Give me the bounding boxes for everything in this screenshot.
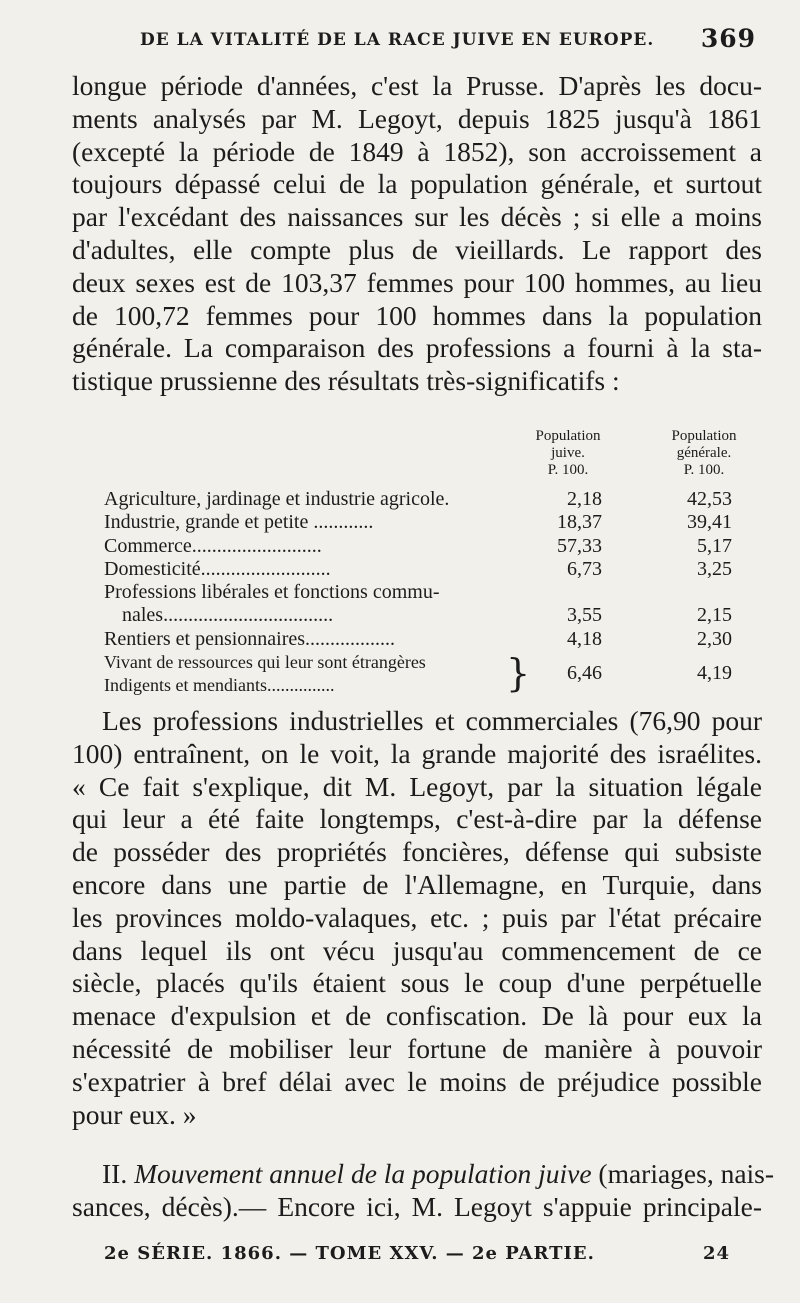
text-line: générale. La comparaison des professions a fourni à la sta- bbox=[72, 332, 762, 364]
table-header bbox=[104, 428, 764, 488]
text-line: ments analysés par M. Legoyt, depuis 1825 jusqu'à 1861 bbox=[72, 102, 762, 134]
text-line: sances, décès).— Encore ici, M. Legoyt s'appuie principale- bbox=[72, 1190, 762, 1222]
column-header-juive: Population juive. P. 100. bbox=[535, 428, 601, 478]
section-2 bbox=[72, 1158, 775, 1224]
text-line: les provinces moldo-valaques, etc. ; puis par l'état précaire bbox=[72, 901, 762, 933]
table-row: Professions libérales et fonctions commu- bbox=[104, 581, 440, 604]
text-line: pour eux. » bbox=[72, 1098, 197, 1130]
text-line: qui leur a été faite longtemps, c'est-à-dire par la défense bbox=[72, 803, 762, 835]
text-line: par l'excédant des naissances sur les décès ; si elle a moins bbox=[72, 201, 762, 233]
professions-table bbox=[104, 428, 764, 697]
text-line: encore dans une partie de l'Allemagne, en Turquie, dans bbox=[72, 868, 762, 900]
section-numeral: II. bbox=[102, 1158, 128, 1189]
text-line: toujours dépassé celui de la population générale, et surtout bbox=[72, 168, 762, 200]
column-header-generale: Population générale. P. 100. bbox=[671, 428, 737, 478]
text-line: 100) entraînent, on le voit, la grande majorité des israélites. bbox=[72, 737, 762, 769]
signature-mark: 24 bbox=[702, 1243, 730, 1264]
table-row: nales.................................. 3,55 2,15 bbox=[122, 604, 732, 627]
table-row: Industrie, grande et petite ............ 18,37 39,41 bbox=[104, 511, 732, 534]
table-row: Agriculture, jardinage et industrie agricole. 2,18 42,53 bbox=[104, 488, 732, 510]
section-title: Mouvement annuel de la population juive bbox=[134, 1158, 592, 1189]
bracket-label-2: Indigents et mendiants............... bbox=[104, 675, 335, 696]
text-line: de 100,72 femmes pour 100 hommes dans la population bbox=[72, 299, 762, 331]
text-line: Les professions industrielles et commerciales (76,90 pour bbox=[102, 705, 762, 736]
table-row: Domesticité.......................... 6,73 3,25 bbox=[104, 557, 732, 580]
table-row: Commerce.......................... 57,33 5,17 bbox=[104, 534, 732, 557]
text-line: de posséder des propriétés foncières, défense qui subsiste bbox=[72, 836, 762, 868]
paragraph-1 bbox=[72, 70, 762, 398]
footer-series: 2e SÉRIE. 1866. — TOME XXV. — 2e PARTIE. bbox=[104, 1243, 595, 1264]
text-line: « Ce fait s'explique, dit M. Legoyt, par la situation légale bbox=[72, 770, 762, 802]
text-line: s'expatrier à bref délai avec le moins de préjudice possible bbox=[72, 1065, 762, 1097]
text-line: tistique prussienne des résultats très-significatifs : bbox=[72, 365, 620, 397]
bracket-label-1: Vivant de ressources qui leur sont étrangères bbox=[104, 652, 426, 673]
text-line: deux sexes est de 103,37 femmes pour 100 hommes, au lieu bbox=[72, 266, 762, 298]
text-line: d'adultes, elle compte plus de vieillards. Le rapport des bbox=[72, 233, 762, 265]
text-line: longue période d'années, c'est la Prusse. D'après les docu- bbox=[72, 70, 762, 101]
running-header bbox=[140, 24, 756, 53]
text-line: siècle, placés qu'ils étaient sous le coup d'une perpétuelle bbox=[72, 967, 762, 999]
text-line: menace d'expulsion et de confiscation. De là pour eux la bbox=[72, 1000, 762, 1032]
section-heading-line: II. Mouvement annuel de la population juive (mariages, nais- bbox=[102, 1158, 775, 1189]
brace-icon: } bbox=[506, 651, 531, 696]
table-row-bracketed: Vivant de ressources qui leur sont étrangères Indigents et mendiants............... } 6,46 4,19 bbox=[104, 651, 732, 696]
page-number: 369 bbox=[700, 24, 756, 53]
text-line: dans lequel ils ont vécu jusqu'au commencement de ce bbox=[72, 934, 762, 966]
table-row: Rentiers et pensionnaires.................. 4,18 2,30 bbox=[104, 627, 732, 650]
text-line: (excepté la période de 1849 à 1852), son accroissement a bbox=[72, 135, 762, 167]
text-line: nécessité de mobiliser leur fortune de manière à pouvoir bbox=[72, 1032, 762, 1064]
paragraph-2 bbox=[72, 705, 762, 1131]
running-title: DE LA VITALITÉ DE LA RACE JUIVE EN EUROPE. bbox=[140, 30, 655, 50]
page-footer bbox=[104, 1243, 730, 1264]
